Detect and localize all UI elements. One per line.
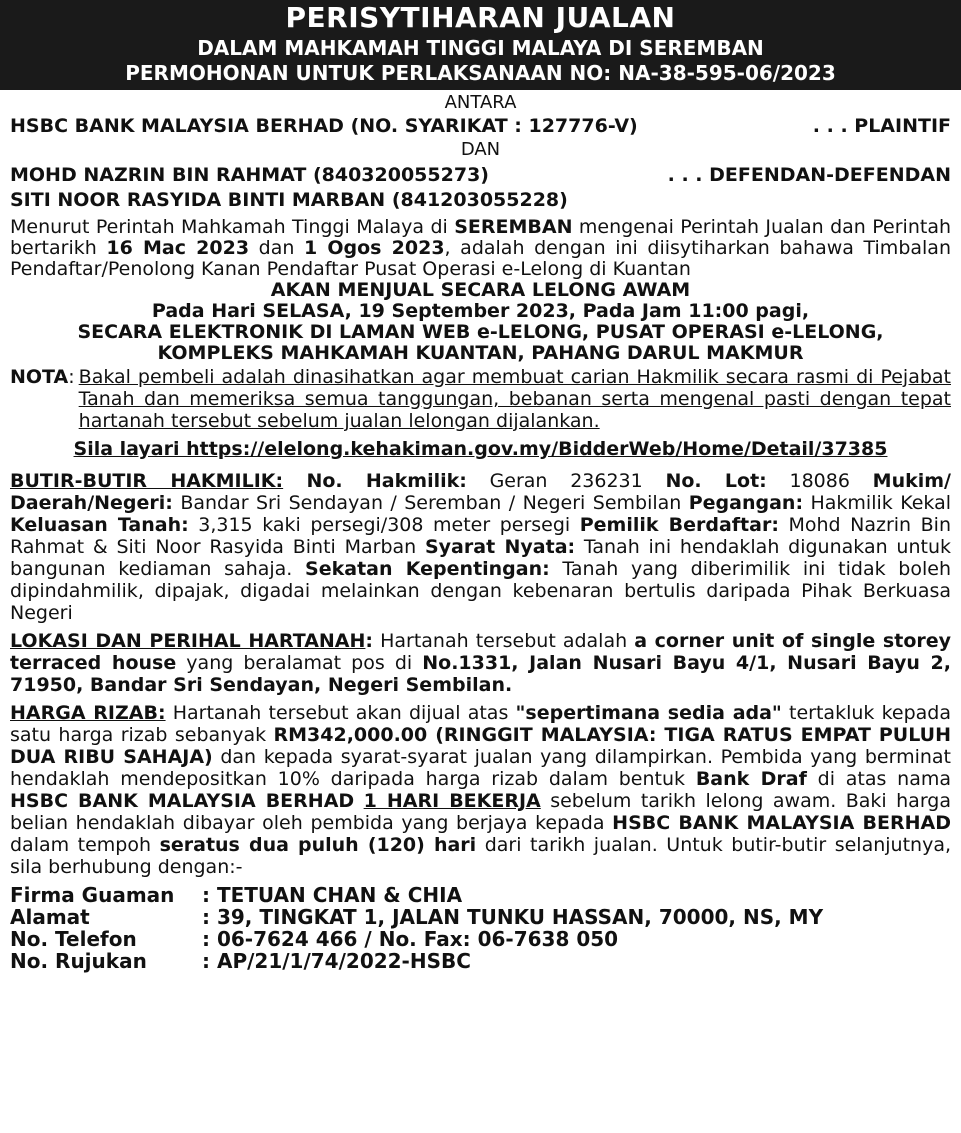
detail-value: 3,315 kaki persegi/308 meter persegi <box>188 514 580 536</box>
detail-key: Mukim/ Daerah/Negeri: <box>10 470 951 514</box>
reserve-text: dari tarikh jualan. Untuk butir-butir selanjutnya, sila berhubung dengan:- <box>10 834 951 878</box>
title-details-heading: BUTIR-BUTIR HAKMILIK: <box>10 470 284 492</box>
detail-key: Sekatan Kepentingan: <box>305 558 550 580</box>
intro-court: SEREMBAN <box>454 216 573 238</box>
payment-period: seratus dua puluh (120) hari <box>159 834 477 856</box>
bank-name: HSBC BANK MALAYSIA BERHAD <box>612 812 951 834</box>
location-colon: : <box>365 630 374 652</box>
nota-text: Bakal pembeli adalah dinasihatkan agar membuat carian Hakmilik secara rasmi di Pejabat Tanah dan memeriksa semua tanggungan, bebanan serta mengenal pasti dengan tepat hartanah tersebut sebelum jualan lelongan dijalankan. <box>78 366 951 432</box>
dan-label: DAN <box>460 139 501 160</box>
detail-key: No. Hakmilik: <box>283 470 467 492</box>
intro-text: dan <box>249 237 304 259</box>
working-day: 1 HARI BEKERJA <box>363 790 541 812</box>
intro-date2: 1 Ogos 2023 <box>303 237 445 259</box>
contact-row <box>10 884 951 906</box>
court-name: DALAM MAHKAMAH TINGGI MALAYA DI SEREMBAN <box>197 36 764 60</box>
property-type: a corner unit of single storey terraced house <box>10 630 952 674</box>
contact-row <box>10 906 951 928</box>
nota-colon: : <box>68 366 75 388</box>
reserve-heading: HARGA RIZAB: <box>10 702 166 724</box>
plaintiff-role: . . . PLAINTIF <box>812 115 951 137</box>
reserve-section <box>10 702 951 878</box>
defendant-role: . . . DEFENDAN-DEFENDAN <box>667 164 951 186</box>
reference-label: No. Rujukan <box>10 949 147 973</box>
notice-title: PERISYTIHARAN JUALAN <box>285 1 676 34</box>
detail-value: Tanah yang diberimilik ini tidak boleh dipindahmilik, dipajak, digadai melainkan dengan kebenaran bertulis daripada Pihak Berkuasa Negeri <box>10 558 951 624</box>
detail-value: 18086 <box>766 470 873 492</box>
case-number: PERMOHONAN UNTUK PERLAKSANAAN NO: NA-38-595-06/2023 <box>125 61 836 85</box>
detail-value: Mohd Nazrin Bin Rahmat & Siti Noor Rasyida Binti Marban <box>10 514 951 558</box>
intro-date1: 16 Mac 2023 <box>106 237 250 259</box>
defendant-row <box>10 163 951 188</box>
firm-value: : TETUAN CHAN & CHIA <box>202 883 463 907</box>
intro-text: , adalah dengan ini diisytiharkan bahawa Timbalan Pendaftar/Penolong Kanan Pendaftar Pusat Operasi e-Lelong di Kuantan <box>10 237 951 280</box>
address-value: : 39, TINGKAT 1, JALAN TUNKU HASSAN, 70000, NS, MY <box>202 905 824 929</box>
detail-key: Syarat Nyata: <box>424 536 576 558</box>
auction-line3: SECARA ELEKTRONIK DI LAMAN WEB e-LELONG, PUSAT OPERASI e-LELONG, <box>77 321 884 343</box>
reserve-price: RM342,000.00 (RINGGIT MALAYSIA: TIGA RATUS EMPAT PULUH DUA RIBU SAHAJA) <box>10 724 951 768</box>
intro-text: mengenai Perintah Jualan dan Perintah bertarikh <box>10 216 951 259</box>
reserve-text: dalam tempoh <box>10 834 160 856</box>
bank-name: HSBC BANK MALAYSIA BERHAD <box>10 790 355 812</box>
firm-label: Firma Guaman <box>10 883 175 907</box>
plaintiff-row <box>10 114 951 139</box>
defendant1-name: MOHD NAZRIN BIN RAHMAT (840320055273) <box>10 164 489 186</box>
auction-line2: Pada Hari SELASA, 19 September 2023, Pada Jam 11:00 pagi, <box>151 300 810 322</box>
phone-value: : 06-7624 466 / No. Fax: 06-7638 050 <box>202 927 619 951</box>
contact-block <box>10 884 951 972</box>
notice-body <box>0 92 961 972</box>
reserve-text: dan kepada syarat-syarat jualan yang dilampirkan. Pembida yang berminat hendaklah mendepositkan 10% daripada harga rizab dalam bentuk <box>10 746 951 790</box>
address-label: Alamat <box>10 905 90 929</box>
detail-key: Keluasan Tanah: <box>10 514 189 536</box>
plaintiff-name: HSBC BANK MALAYSIA BERHAD (NO. SYARIKAT : 127776-V) <box>10 115 638 137</box>
detail-key: Pemilik Berdaftar: <box>579 514 779 536</box>
reserve-text: tertakluk kepada satu harga rizab sebanyak <box>10 702 952 746</box>
detail-value: Geran 236231 <box>466 470 666 492</box>
location-section <box>10 630 951 696</box>
reserve-text: Hartanah tersebut akan dijual atas <box>165 702 516 724</box>
intro-text: Menurut Perintah Mahkamah Tinggi Malaya di <box>10 216 455 238</box>
reserve-text: di atas nama <box>806 768 951 790</box>
reference-value: : AP/21/1/74/2022-HSBC <box>202 949 471 973</box>
property-address: No.1331, Jalan Nusari Bayu 4/1, Nusari Bayu 2, 71950, Bandar Sri Sendayan, Negeri Sembilan. <box>10 652 951 696</box>
phone-label: No. Telefon <box>10 927 137 951</box>
detail-value: Tanah ini hendaklah digunakan untuk bangunan kediaman sahaja. <box>10 536 952 580</box>
title-details <box>10 470 951 624</box>
location-heading: LOKASI DAN PERIHAL HARTANAH <box>10 630 366 652</box>
defendant2-name: SITI NOOR RASYIDA BINTI MARBAN (841203055228) <box>10 189 568 211</box>
location-text: yang beralamat pos di <box>176 652 423 674</box>
reserve-condition: "sepertimana sedia ada" <box>515 702 782 724</box>
nota-label: NOTA <box>10 366 69 388</box>
contact-row <box>10 950 951 972</box>
detail-key: No. Lot: <box>665 470 767 492</box>
notice-header <box>0 0 961 90</box>
contact-row <box>10 928 951 950</box>
defendant2-row <box>10 188 951 213</box>
bank-draft: Bank Draf <box>695 768 807 790</box>
auction-line1: AKAN MENJUAL SECARA LELONG AWAM <box>270 279 691 301</box>
elelong-link[interactable]: Sila layari https://elelong.kehakiman.gov.my/BidderWeb/Home/Detail/37385 <box>73 438 888 460</box>
antara-label: ANTARA <box>444 92 517 113</box>
nota-block <box>10 366 951 432</box>
location-text: Hartanah tersebut adalah <box>373 630 635 652</box>
detail-key: Pegangan: <box>688 492 804 514</box>
reserve-text: sebelum tarikh lelong awam. Baki harga belian hendaklah dibayar oleh pembida yang berjaya kepada <box>10 790 951 834</box>
intro-paragraph <box>10 217 951 280</box>
detail-value: Hakmilik Kekal <box>803 492 951 514</box>
auction-line4: KOMPLEKS MAHKAMAH KUANTAN, PAHANG DARUL MAKMUR <box>157 342 804 364</box>
detail-value: Bandar Sri Sendayan / Seremban / Negeri Sembilan <box>172 492 689 514</box>
